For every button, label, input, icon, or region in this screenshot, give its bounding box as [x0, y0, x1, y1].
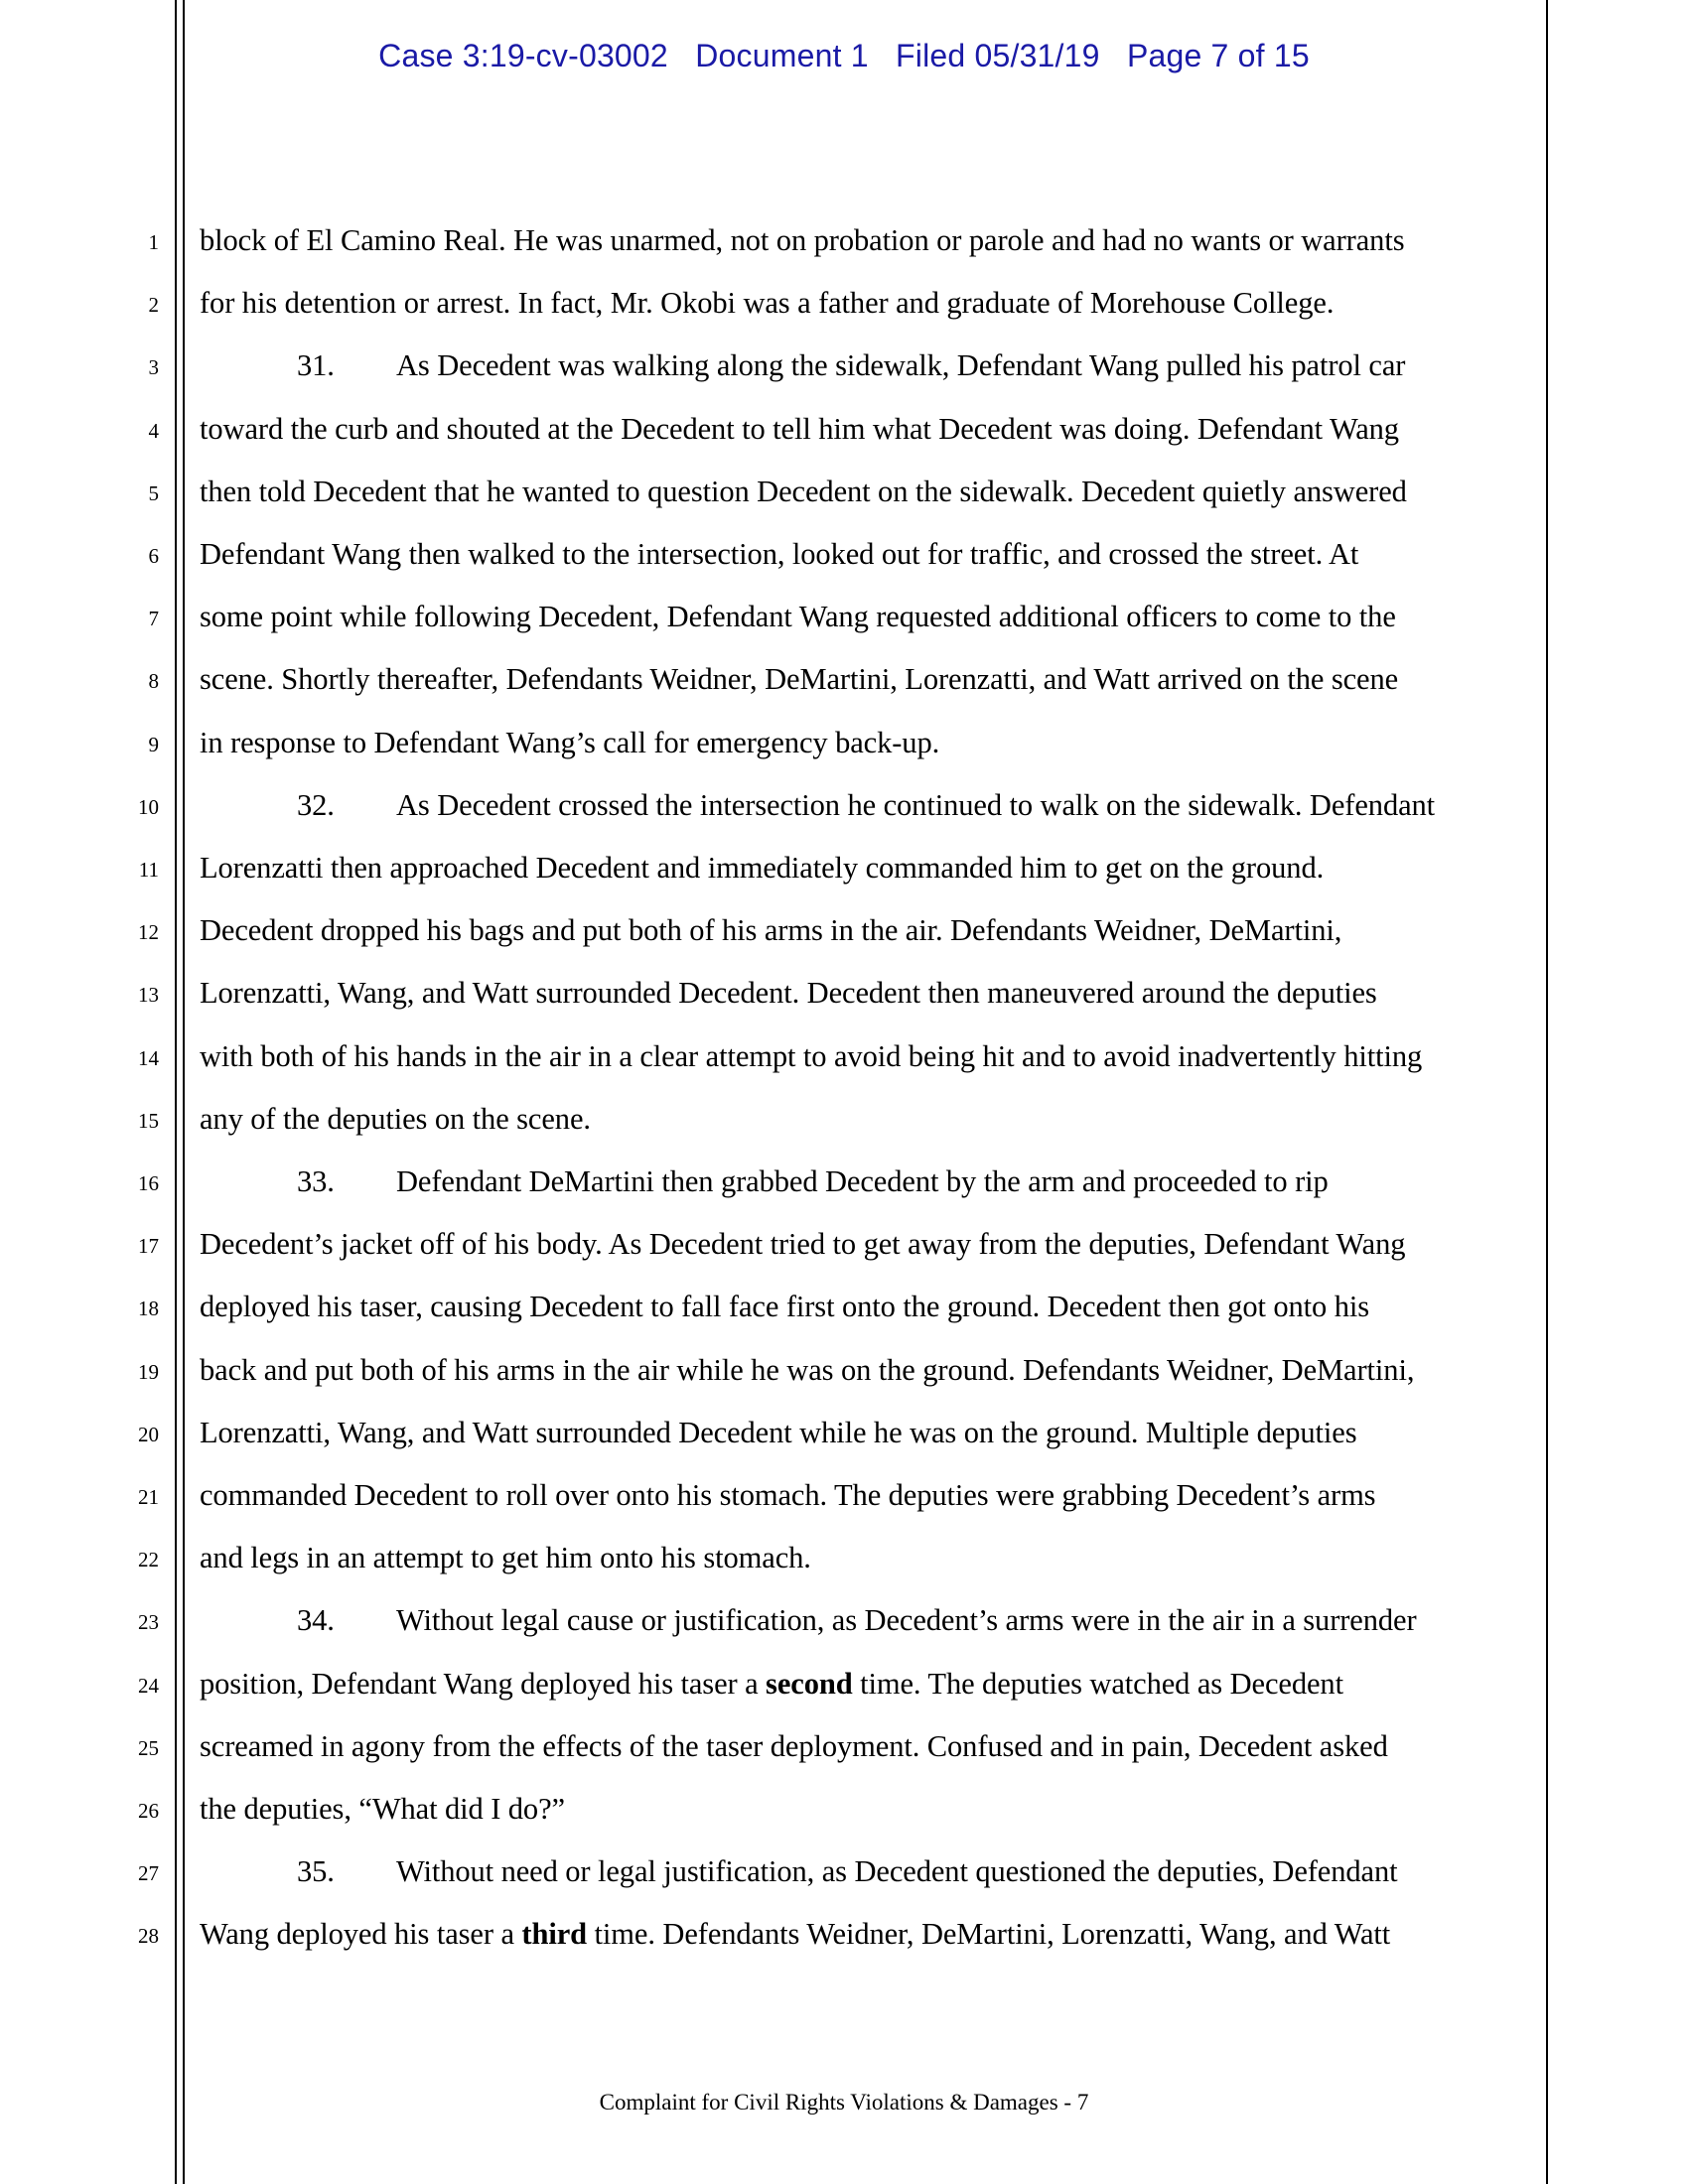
line-text: the deputies, “What did I do?”: [200, 1792, 565, 1826]
line-number: 3: [148, 355, 159, 380]
text-line: [200, 220, 1550, 260]
document-number: Document 1: [695, 38, 869, 73]
text-line: [200, 1851, 1550, 1891]
paragraph-number: 35.: [297, 1854, 335, 1889]
line-number: 7: [148, 607, 159, 631]
line-number: 2: [148, 293, 159, 318]
line-text: block of El Camino Real. He was unarmed, not on probation or parole and had no wants or warrants: [200, 223, 1405, 257]
paragraph-number: 32.: [297, 787, 335, 822]
line-number: 21: [138, 1485, 159, 1509]
text-line: [200, 1161, 1550, 1201]
line-text: Defendant Wang then walked to the intersection, looked out for traffic, and crossed the street. At: [200, 537, 1359, 571]
text-line: [200, 283, 1550, 323]
page-indicator: Page 7 of 15: [1126, 38, 1310, 73]
line-text: screamed in agony from the effects of the taser deployment. Confused and in pain, Decedent asked: [200, 1728, 1388, 1763]
text-line: [200, 1914, 1550, 1954]
filed-date: Filed 05/31/19: [896, 38, 1100, 73]
text-line: [200, 723, 1550, 762]
line-text: Lorenzatti, Wang, and Watt surrounded Decedent. Decedent then maneuvered around the deputies: [200, 976, 1377, 1011]
line-number: 8: [148, 669, 159, 694]
line-text: Without need or legal justification, as Decedent questioned the deputies, Defendant: [396, 1854, 1398, 1889]
line-text: Lorenzatti then approached Decedent and immediately commanded him to get on the ground.: [200, 851, 1325, 885]
line-number: 16: [138, 1171, 159, 1195]
line-text: time. The deputies watched as Decedent: [852, 1666, 1343, 1701]
text-line: [200, 659, 1550, 699]
line-text: for his detention or arrest. In fact, Mr. Okobi was a father and graduate of Morehouse College.: [200, 286, 1335, 321]
line-text: As Decedent was walking along the sidewalk, Defendant Wang pulled his patrol car: [396, 348, 1406, 383]
case-header: [0, 38, 1688, 74]
paragraph-number: 31.: [297, 348, 335, 383]
text-line: [200, 1413, 1550, 1452]
line-text: position, Defendant Wang deployed his taser a: [200, 1666, 767, 1701]
line-number: 9: [148, 732, 159, 756]
text-line: [200, 973, 1550, 1013]
line-text: Decedent dropped his bags and put both of his arms in the air. Defendants Weidner, DeMartini,: [200, 913, 1342, 948]
text-line: [200, 1726, 1550, 1766]
paragraph-number: 34.: [297, 1603, 335, 1638]
line-number: 11: [138, 858, 159, 882]
text-line: [200, 1538, 1550, 1577]
left-margin-rule-outer: [175, 0, 177, 2184]
line-number: 20: [138, 1422, 159, 1446]
text-line: [200, 1789, 1550, 1829]
line-number: 24: [138, 1673, 159, 1698]
text-line: [200, 1036, 1550, 1076]
line-number: 4: [148, 418, 159, 443]
line-text: any of the deputies on the scene.: [200, 1101, 591, 1136]
emphasized-text: second: [766, 1666, 853, 1701]
text-line: [200, 910, 1550, 950]
line-text: Without legal cause or justification, as Decedent’s arms were in the air in a surrender: [396, 1603, 1417, 1638]
text-line: [200, 1600, 1550, 1640]
text-line: [200, 409, 1550, 449]
line-number: 15: [138, 1108, 159, 1133]
text-line: [200, 785, 1550, 825]
line-number: 5: [148, 480, 159, 505]
line-number: 23: [138, 1610, 159, 1635]
line-text: then told Decedent that he wanted to question Decedent on the sidewalk. Decedent quietly answered: [200, 474, 1407, 508]
text-line: [200, 472, 1550, 511]
text-line: [200, 1099, 1550, 1139]
line-number: 27: [138, 1861, 159, 1886]
line-text: As Decedent crossed the intersection he continued to walk on the sidewalk. Defendant: [396, 787, 1436, 822]
line-text: back and put both of his arms in the air while he was on the ground. Defendants Weidner, DeMartini,: [200, 1352, 1415, 1387]
line-text: Defendant DeMartini then grabbed Decedent by the arm and proceeded to rip: [396, 1164, 1329, 1198]
line-number: 12: [138, 920, 159, 945]
line-number: 1: [148, 230, 159, 254]
left-margin-rule-inner: [183, 0, 185, 2184]
line-number: 22: [138, 1548, 159, 1572]
text-line: [200, 345, 1550, 385]
text-line: [200, 597, 1550, 636]
line-text: deployed his taser, causing Decedent to fall face first onto the ground. Decedent then got onto his: [200, 1290, 1370, 1324]
line-number: 10: [138, 794, 159, 819]
line-text: some point while following Decedent, Defendant Wang requested additional officers to come to the: [200, 600, 1396, 634]
page-footer: Complaint for Civil Rights Violations & Damages - 7: [599, 2090, 1089, 2115]
line-text: and legs in an attempt to get him onto his stomach.: [200, 1541, 811, 1575]
line-number: 14: [138, 1045, 159, 1070]
line-number: 13: [138, 983, 159, 1008]
text-line: [200, 1350, 1550, 1390]
line-number: 17: [138, 1234, 159, 1259]
line-number: 6: [148, 544, 159, 568]
line-text: time. Defendants Weidner, DeMartini, Lorenzatti, Wang, and Watt: [587, 1917, 1391, 1952]
line-number: 25: [138, 1735, 159, 1760]
text-line: [200, 1475, 1550, 1515]
line-text: toward the curb and shouted at the Decedent to tell him what Decedent was doing. Defendant Wang: [200, 411, 1399, 446]
case-number: Case 3:19-cv-03002: [378, 38, 668, 73]
line-number: 26: [138, 1799, 159, 1823]
text-line: [200, 848, 1550, 887]
line-number: 28: [138, 1924, 159, 1949]
text-line: [200, 1224, 1550, 1264]
line-text: Decedent’s jacket off of his body. As Decedent tried to get away from the deputies, Defendant Wang: [200, 1227, 1406, 1262]
line-number: 18: [138, 1297, 159, 1321]
line-number: 19: [138, 1359, 159, 1384]
text-line: [200, 1287, 1550, 1326]
line-text: Lorenzatti, Wang, and Watt surrounded Decedent while he was on the ground. Multiple deputies: [200, 1415, 1357, 1449]
paragraph-number: 33.: [297, 1164, 335, 1198]
line-text: scene. Shortly thereafter, Defendants Weidner, DeMartini, Lorenzatti, and Watt arrived on the scene: [200, 662, 1399, 697]
text-line: [200, 1664, 1550, 1704]
line-text: in response to Defendant Wang’s call for emergency back-up.: [200, 725, 940, 759]
emphasized-text: third: [521, 1917, 588, 1952]
line-text: Wang deployed his taser a: [200, 1917, 522, 1952]
line-text: commanded Decedent to roll over onto his stomach. The deputies were grabbing Decedent’s arms: [200, 1478, 1376, 1512]
line-text: with both of his hands in the air in a clear attempt to avoid being hit and to avoid inadvertently hitting: [200, 1038, 1423, 1073]
text-line: [200, 534, 1550, 574]
